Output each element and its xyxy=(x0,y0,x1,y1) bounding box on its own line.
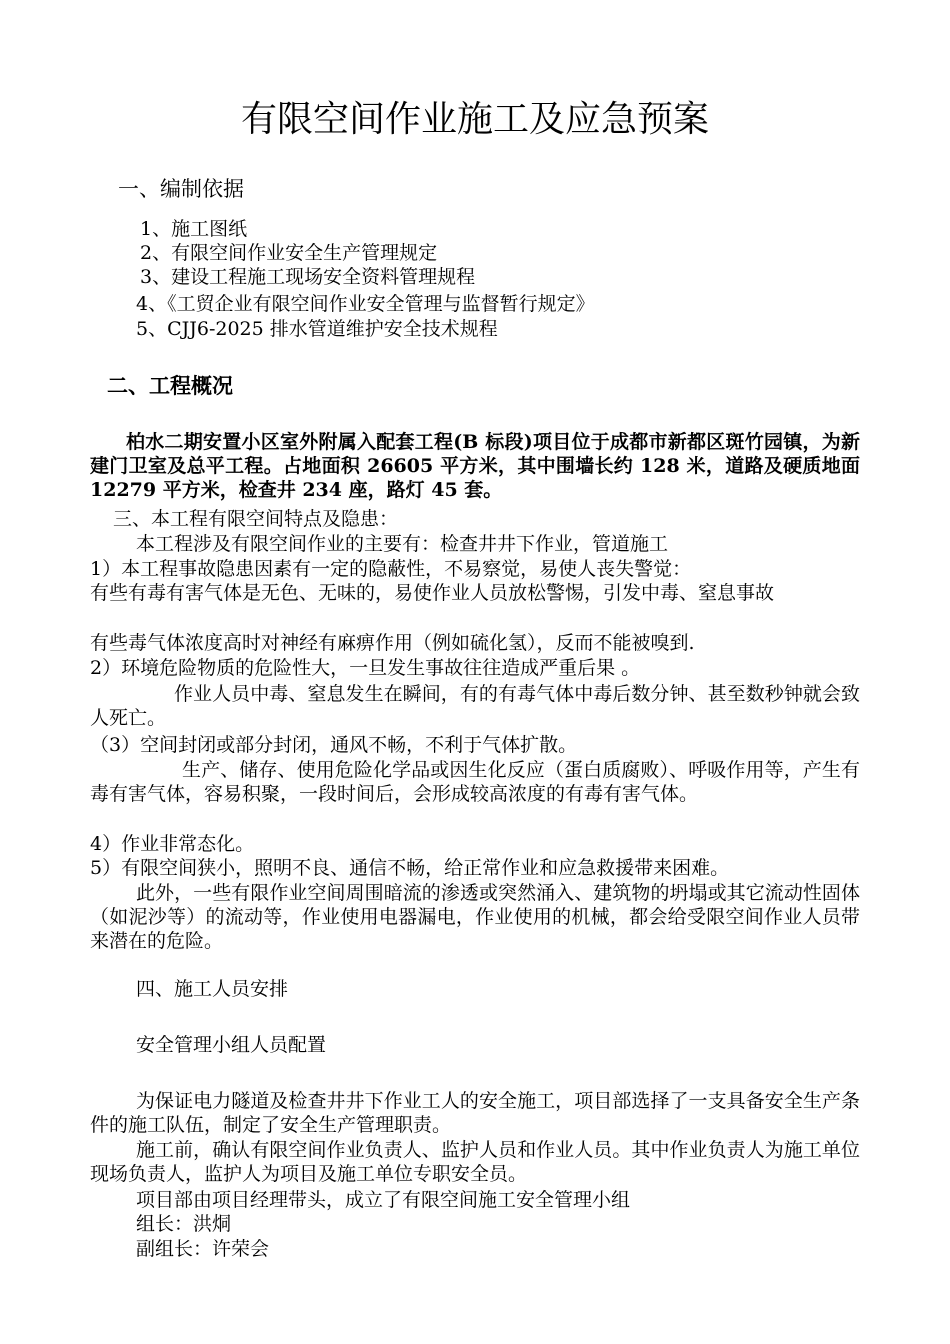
hazard-point-2-detail: 作业人员中毒、窒息发生在瞬间，有的有毒气体中毒后数分钟、甚至数秒钟就会致人死亡。 xyxy=(90,683,860,729)
section-heading-basis: 一、编制依据 xyxy=(118,177,244,201)
section-heading-hazards: 三、本工程有限空间特点及隐患： xyxy=(113,508,399,530)
hazards-intro: 本工程涉及有限空间作业的主要有：检查井井下作业，管道施工 xyxy=(136,533,669,555)
basis-item-3: 3、建设工程施工现场安全资料管理规程 xyxy=(140,266,476,288)
hazard-point-3: （3）空间封闭或部分封闭，通风不畅，不利于气体扩散。 xyxy=(90,734,578,756)
hazards-extra: 此外，一些有限作业空间周围暗流的渗透或突然涌入、建筑物的坍塌或其它流动性固体（如泥沙等）的流动等，作业使用电器漏电，作业使用的机械，都会给受限空间作业人员带来潜在的危险。 xyxy=(90,882,860,952)
team-leader: 组长：洪烔 xyxy=(136,1213,232,1235)
hazard-point-2: 2）环境危险物质的危险性大，一旦发生事故往往造成严重后果 。 xyxy=(90,657,641,679)
staffing-subheading: 安全管理小组人员配置 xyxy=(136,1034,327,1056)
basis-item-4: 4、《工贸企业有限空间作业安全管理与监督暂行规定》 xyxy=(136,293,595,315)
section-heading-staffing: 四、施工人员安排 xyxy=(136,978,289,1000)
staffing-paragraph-3: 项目部由项目经理带头，成立了有限空间施工安全管理小组 xyxy=(136,1189,631,1211)
team-deputy-leader: 副组长：许荣会 xyxy=(136,1238,270,1260)
hazard-point-1-detail-a: 有些有毒有害气体是无色、无味的，易使作业人员放松警惕，引发中毒、窒息事故 xyxy=(90,582,775,604)
section-heading-overview: 二、工程概况 xyxy=(107,374,233,398)
hazard-point-5: 5）有限空间狭小，照明不良、通信不畅，给正常作业和应急救援带来困难。 xyxy=(90,857,730,879)
hazard-point-3-detail: 生产、储存、使用危险化学品或因生化反应（蛋白质腐败）、呼吸作用等，产生有毒有害气体，容易积聚，一段时间后，会形成较高浓度的有毒有害气体。 xyxy=(90,759,860,805)
basis-item-2: 2、有限空间作业安全生产管理规定 xyxy=(140,242,438,264)
hazard-point-1: 1）本工程事故隐患因素有一定的隐蔽性，不易察觉，易使人丧失警觉： xyxy=(90,558,692,580)
staffing-paragraph-1: 为保证电力隧道及检查井井下作业工人的安全施工，项目部选择了一支具备安全生产条件的施工队伍，制定了安全生产管理职责。 xyxy=(90,1090,860,1136)
basis-item-5: 5、CJJ6-2025 排水管道维护安全技术规程 xyxy=(136,318,498,340)
document-title: 有限空间作业施工及应急预案 xyxy=(240,99,709,140)
basis-item-1: 1、施工图纸 xyxy=(140,218,248,240)
hazard-point-1-detail-b: 有些毒气体浓度高时对神经有麻痹作用（例如硫化氢），反而不能被嗅到. xyxy=(90,632,695,654)
hazard-point-4: 4）作业非常态化。 xyxy=(90,833,255,855)
overview-paragraph: 柏水二期安置小区室外附属入配套工程(B 标段)项目位于成都市新都区斑竹园镇，为新建门卫室及总平工程。占地面积 26605 平方米，其中围墙长约 128 米，道路及硬质地面 12279 平方米，检查井 234 座，路灯 45 套。 xyxy=(90,431,860,501)
staffing-paragraph-2: 施工前，确认有限空间作业负责人、监护人员和作业人员。其中作业负责人为施工单位现场负责人，监护人为项目及施工单位专职安全员。 xyxy=(90,1139,860,1185)
